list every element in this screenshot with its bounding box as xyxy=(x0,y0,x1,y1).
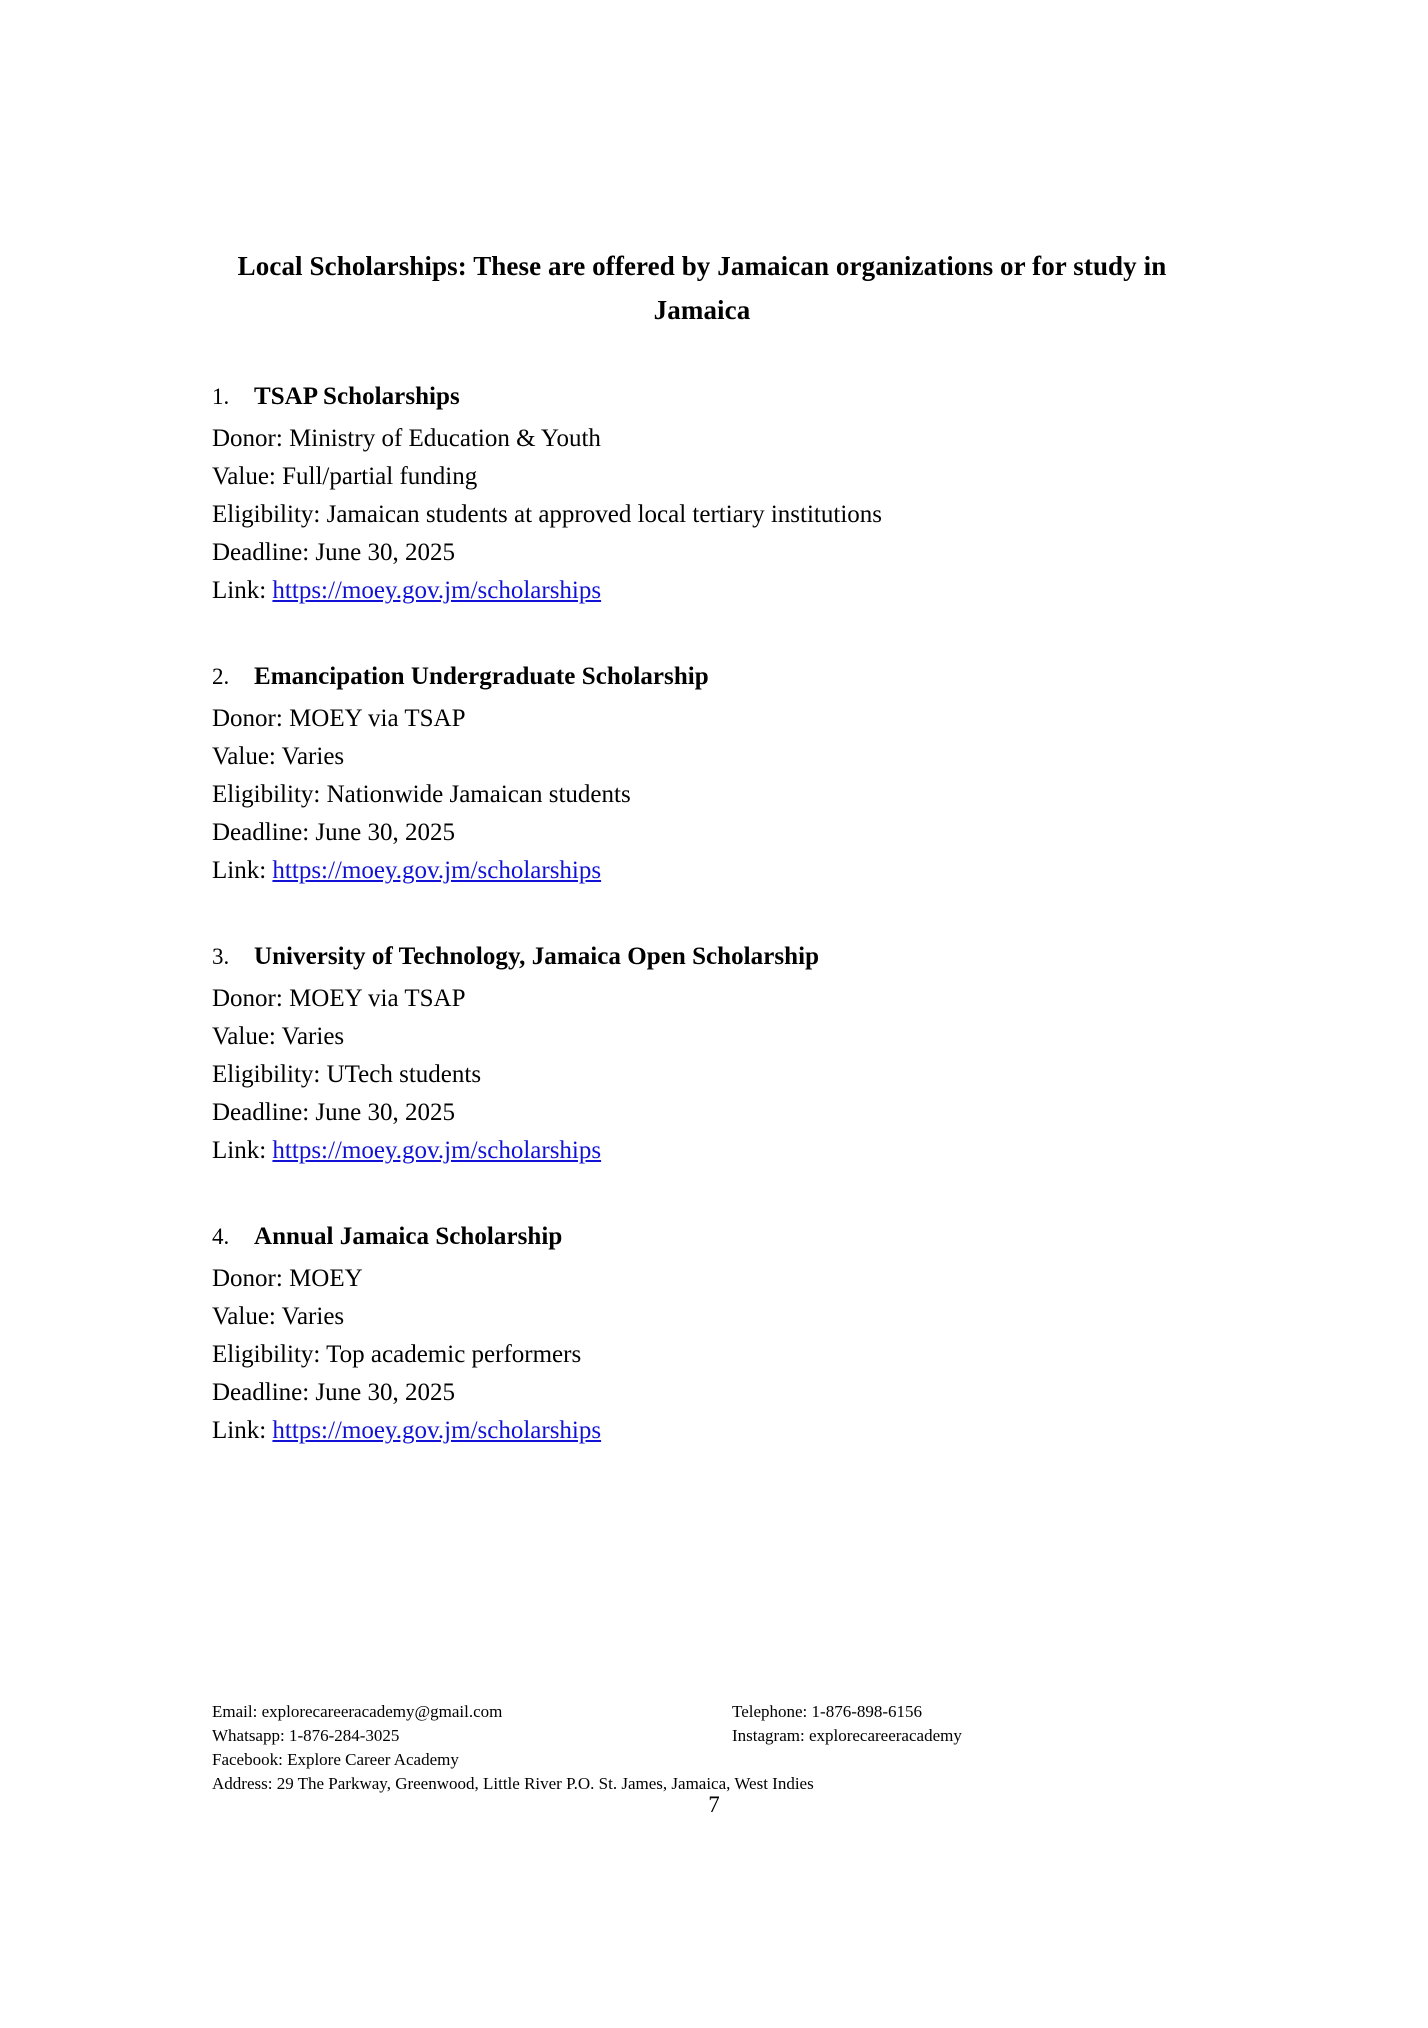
footer-facebook: Facebook: Explore Career Academy xyxy=(212,1750,459,1770)
scholarship-details xyxy=(212,420,1192,610)
page-footer xyxy=(212,1700,1192,1797)
scholarship-name: University of Technology, Jamaica Open Scholarship xyxy=(254,943,820,971)
donor-line: Donor: Ministry of Education & Youth xyxy=(212,425,601,453)
footer-address: Address: 29 The Parkway, Greenwood, Little River P.O. St. James, Jamaica, West Indies xyxy=(212,1774,814,1794)
footer-telephone: Telephone: 1-876-898-6156 xyxy=(732,1702,923,1721)
footer-row xyxy=(212,1700,1192,1724)
link-line xyxy=(212,1412,1192,1450)
eligibility-line: Eligibility: Top academic performers xyxy=(212,1341,582,1369)
scholarship-entry xyxy=(212,378,1192,610)
scholarship-details xyxy=(212,700,1192,890)
eligibility-line: Eligibility: Nationwide Jamaican students xyxy=(212,781,631,809)
link-label: Link: xyxy=(212,1417,273,1445)
scholarship-entry xyxy=(212,938,1192,1170)
value-line: Value: Varies xyxy=(212,743,345,771)
page-content xyxy=(212,245,1192,1450)
link-label: Link: xyxy=(212,577,273,605)
donor-line: Donor: MOEY xyxy=(212,1265,363,1293)
page-number: 7 xyxy=(708,1792,720,1817)
deadline-line: Deadline: June 30, 2025 xyxy=(212,819,456,847)
list-number: 2. xyxy=(212,664,230,690)
link-line xyxy=(212,852,1192,890)
scholarship-link[interactable]: https://moey.gov.jm/scholarships xyxy=(272,577,602,605)
scholarship-name: Emancipation Undergraduate Scholarship xyxy=(254,663,709,691)
donor-line: Donor: MOEY via TSAP xyxy=(212,705,466,733)
list-number: 4. xyxy=(212,1224,230,1250)
footer-row xyxy=(212,1724,1192,1748)
scholarship-entry xyxy=(212,658,1192,890)
link-label: Link: xyxy=(212,1137,273,1165)
deadline-line: Deadline: June 30, 2025 xyxy=(212,539,456,567)
scholarship-heading xyxy=(212,378,1192,416)
deadline-line: Deadline: June 30, 2025 xyxy=(212,1099,456,1127)
value-line: Value: Full/partial funding xyxy=(212,463,478,491)
scholarship-link[interactable]: https://moey.gov.jm/scholarships xyxy=(272,857,602,885)
scholarship-details xyxy=(212,1260,1192,1450)
eligibility-line: Eligibility: Jamaican students at approved local tertiary institutions xyxy=(212,501,882,529)
donor-line: Donor: MOEY via TSAP xyxy=(212,985,466,1013)
link-label: Link: xyxy=(212,857,273,885)
scholarship-heading xyxy=(212,658,1192,696)
scholarship-details xyxy=(212,980,1192,1170)
list-number: 1. xyxy=(212,384,230,410)
scholarship-name: TSAP Scholarships xyxy=(254,383,460,411)
scholarship-entry xyxy=(212,1218,1192,1450)
deadline-line: Deadline: June 30, 2025 xyxy=(212,1379,456,1407)
scholarship-link[interactable]: https://moey.gov.jm/scholarships xyxy=(272,1417,602,1445)
link-line xyxy=(212,572,1192,610)
footer-row xyxy=(212,1748,1192,1772)
link-line xyxy=(212,1132,1192,1170)
eligibility-line: Eligibility: UTech students xyxy=(212,1061,482,1089)
value-line: Value: Varies xyxy=(212,1303,345,1331)
scholarship-heading xyxy=(212,938,1192,976)
scholarship-link[interactable]: https://moey.gov.jm/scholarships xyxy=(272,1137,602,1165)
scholarship-heading xyxy=(212,1218,1192,1256)
footer-email: Email: explorecareeracademy@gmail.com xyxy=(212,1702,503,1721)
value-line: Value: Varies xyxy=(212,1023,345,1051)
list-number: 3. xyxy=(212,944,230,970)
scholarship-name: Annual Jamaica Scholarship xyxy=(254,1223,563,1251)
page-title: Local Scholarships: These are offered by Jamaican organizations or for study in Jamaica xyxy=(237,251,1167,325)
footer-instagram: Instagram: explorecareeracademy xyxy=(732,1726,962,1746)
footer-whatsapp: Whatsapp: 1-876-284-3025 xyxy=(212,1726,400,1746)
